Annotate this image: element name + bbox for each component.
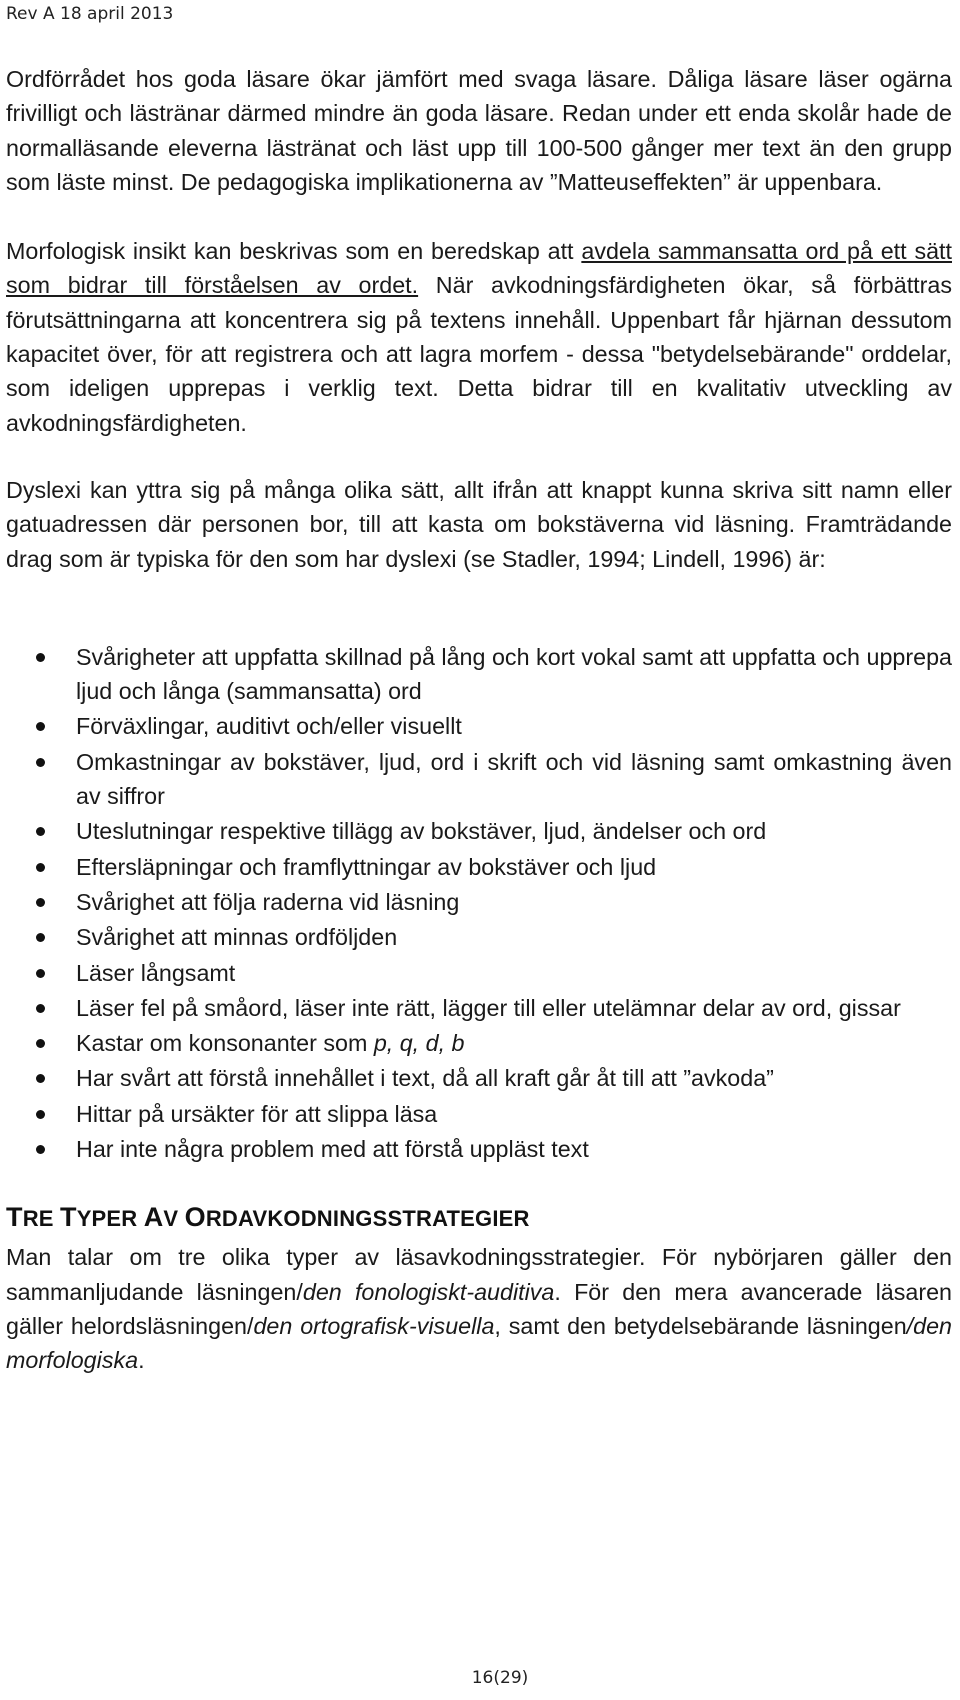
paragraph-text: Morfologisk insikt kan beskrivas som en beredskap att xyxy=(6,238,582,265)
bullet-icon xyxy=(36,722,45,731)
bullet-icon xyxy=(36,969,45,978)
list-item: Kastar om konsonanter som p, q, d, b xyxy=(6,1026,952,1060)
paragraph-text: När avkodningsfärdigheten ökar, så förbättras förutsättningarna att koncentrera sig på textens innehåll. Uppenbart får hjärnan dessutom kapacitet över, för att registrera och att lagra morfem - dessa "betydelsebärande" orddelar, som ideligen upprepas i verklig text. Detta bidrar till en kvalitativ utveckling av avkodningsfärdigheten. xyxy=(6,272,952,436)
bullet-icon xyxy=(36,1004,45,1013)
list-item: Svårigheter att uppfatta skillnad på lång och kort vokal samt att uppfatta och upprepa ljud och långa (sammansatta) ord xyxy=(6,640,952,709)
list-item: Läser långsamt xyxy=(6,956,952,990)
list-item: Eftersläpningar och framflyttningar av bokstäver och ljud xyxy=(6,850,952,884)
list-item: Läser fel på småord, läser inte rätt, lägger till eller utelämnar delar av ord, gissar xyxy=(6,991,952,1025)
bullet-icon xyxy=(36,1039,45,1048)
section-heading: TRE TYPER AV ORDAVKODNINGSSTRATEGIER xyxy=(6,1202,530,1233)
list-item: Svårighet att följa raderna vid läsning xyxy=(6,885,952,919)
bullet-icon xyxy=(36,1074,45,1083)
paragraph-dyslexi: Dyslexi kan yttra sig på många olika sätt, allt ifrån att knappt kunna skriva sitt namn eller gatuadressen där personen bor, till att kasta om bokstäverna vid läsning. Framträdande drag som är typiska för den som har dyslexi (se Stadler, 1994; Lindell, 1996) är: xyxy=(6,476,952,572)
paragraph-strategier: Man talar om tre olika typer av läsavkodningsstrategier. För nybörjaren gäller den sammanljudande läsningen/den fonologiskt-auditiva. För den mera avancerade läsaren gäller helordsläsningen/den ortografisk-visuella, samt den betydelsebärande läsningen/den morfologiska. xyxy=(6,1244,953,1374)
bullet-icon xyxy=(36,933,45,942)
bullet-icon xyxy=(36,863,45,872)
list-item: Hittar på ursäkter för att slippa läsa xyxy=(6,1097,952,1131)
bullet-icon xyxy=(36,827,45,836)
list-item: Förväxlingar, auditivt och/eller visuellt xyxy=(6,709,952,743)
bullet-icon xyxy=(36,1145,45,1154)
bullet-icon xyxy=(36,758,45,767)
list-item: Uteslutningar respektive tillägg av bokstäver, ljud, ändelser och ord xyxy=(6,814,952,848)
paragraph-matteuseffekten: Ordförrådet hos goda läsare ökar jämfört med svaga läsare. Dåliga läsare läser ogärna frivilligt och lästränar därmed mindre än goda läsare. Redan under ett enda skolår hade de normalläsande eleverna lästränat och läst upp till 100-500 gånger mer text än den grupp som läste minst. De pedagogiska implikationerna av ”Matteuseffekten” är uppenbara. xyxy=(6,66,952,195)
bullet-icon xyxy=(36,653,45,662)
page-number-footer: 16(29) xyxy=(471,1668,529,1688)
paragraph-morfologisk-insikt xyxy=(6,234,952,440)
italic-letters: p, q, d, b xyxy=(373,1030,465,1057)
underlined-text: avdela sammansatta ord på ett sätt som bidrar till förståelsen av ordet. xyxy=(6,238,952,299)
list-item: Har svårt att förstå innehållet i text, då all kraft går åt till att ”avkoda” xyxy=(6,1061,952,1095)
list-item: Svårighet att minnas ordföljden xyxy=(6,920,952,954)
document-body xyxy=(6,62,952,1378)
list-item: Har inte några problem med att förstå uppläst text xyxy=(6,1132,952,1166)
bullet-icon xyxy=(36,898,45,907)
bullet-icon xyxy=(36,1110,45,1119)
dyslexia-traits-list xyxy=(6,640,952,1166)
revision-header: Rev A 18 april 2013 xyxy=(6,4,174,24)
list-item: Omkastningar av bokstäver, ljud, ord i skrift och vid läsning samt omkastning även av siffror xyxy=(6,745,952,814)
